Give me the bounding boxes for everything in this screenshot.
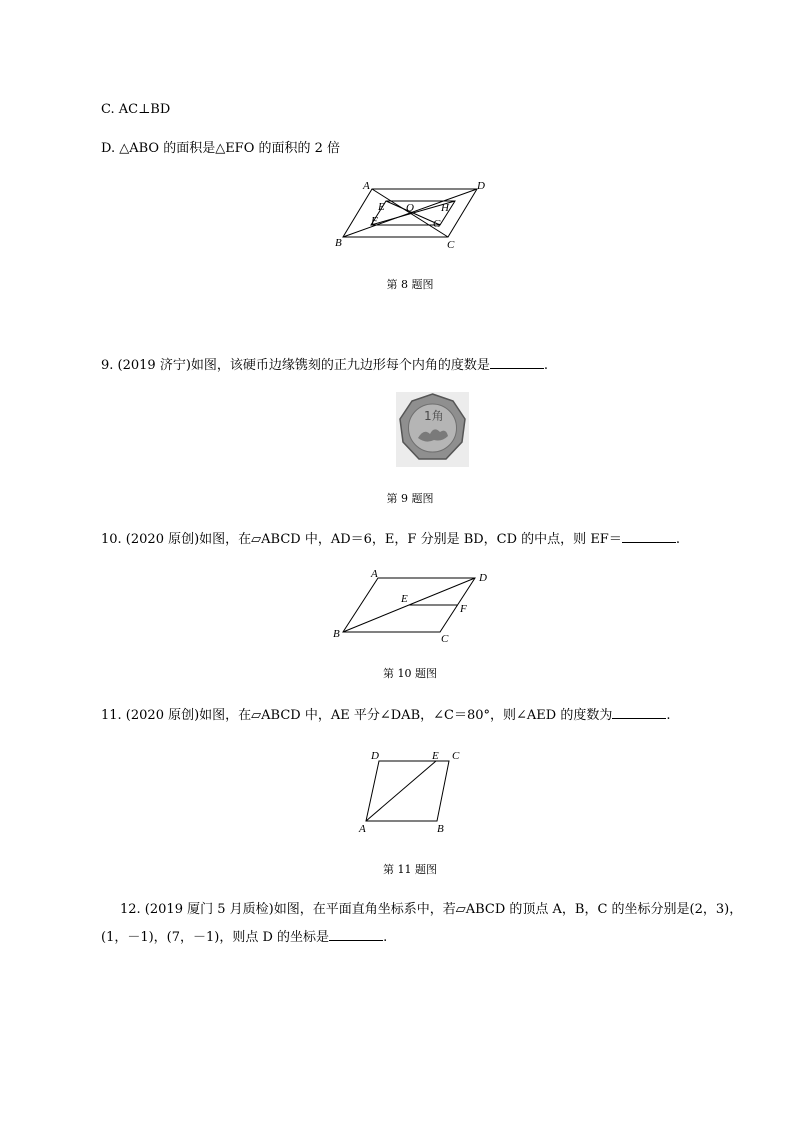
fig10-label-d: D — [479, 572, 487, 584]
fig8-label-e: E — [378, 201, 385, 213]
fig8-label-g: G — [433, 218, 441, 230]
fig11-label-c: C — [452, 750, 460, 762]
fig10-label-f: F — [460, 603, 467, 615]
fig10-label-a: A — [371, 568, 378, 580]
fig8-label-d: D — [477, 180, 485, 192]
question-9: 9. (2019 济宁)如图，该硬币边缘镌刻的正九边形每个内角的度数是 . — [101, 358, 549, 373]
option-c: C. AC⊥BD — [101, 102, 171, 117]
fig11-bisector-ae — [366, 761, 436, 821]
question-10: 10. (2020 原创)如图，在▱ABCD 中，AD＝6，E，F 分别是 BD，CD 的中点，则 EF＝ . — [101, 532, 680, 547]
fig10-label-b: B — [333, 628, 340, 640]
fig8-label-f: F — [371, 215, 378, 227]
fig8-label-o: O — [406, 202, 414, 214]
question-12-line-1: 12. (2019 厦门 5 月质检)如图，在平面直角坐标系中，若▱ABCD 的顶点 A，B，C 的坐标分别是(2，3)， — [120, 902, 743, 917]
fig11-label-b: B — [437, 823, 444, 835]
fig8-label-h: H — [441, 202, 449, 214]
figure-11-caption: 第 11 题图 — [383, 863, 437, 876]
fig11-label-d: D — [371, 750, 379, 762]
figure-8-caption: 第 8 题图 — [386, 278, 434, 291]
fig10-label-c: C — [441, 633, 449, 645]
fig10-label-e: E — [401, 593, 408, 605]
question-11: 11. (2020 原创)如图，在▱ABCD 中，AE 平分∠DAB，∠C＝80°，则∠AED 的度数为 . — [101, 708, 671, 723]
fig8-label-b: B — [335, 237, 342, 249]
option-d: D. △ABO 的面积是△EFO 的面积的 2 倍 — [101, 141, 341, 156]
fig11-label-a: A — [359, 823, 366, 835]
figure-9-caption: 第 9 题图 — [386, 492, 434, 505]
coin-denomination: 1角 — [424, 409, 444, 423]
fig8-label-a: A — [363, 180, 370, 192]
fig11-parallelogram — [366, 761, 449, 821]
fig8-label-c: C — [447, 239, 455, 251]
question-12-line-2: (1，－1)，(7，－1)，则点 D 的坐标是 . — [101, 930, 388, 945]
answer-blank-12[interactable] — [329, 928, 383, 941]
fig11-label-e: E — [432, 750, 439, 762]
figure-10-caption: 第 10 题图 — [383, 667, 437, 680]
